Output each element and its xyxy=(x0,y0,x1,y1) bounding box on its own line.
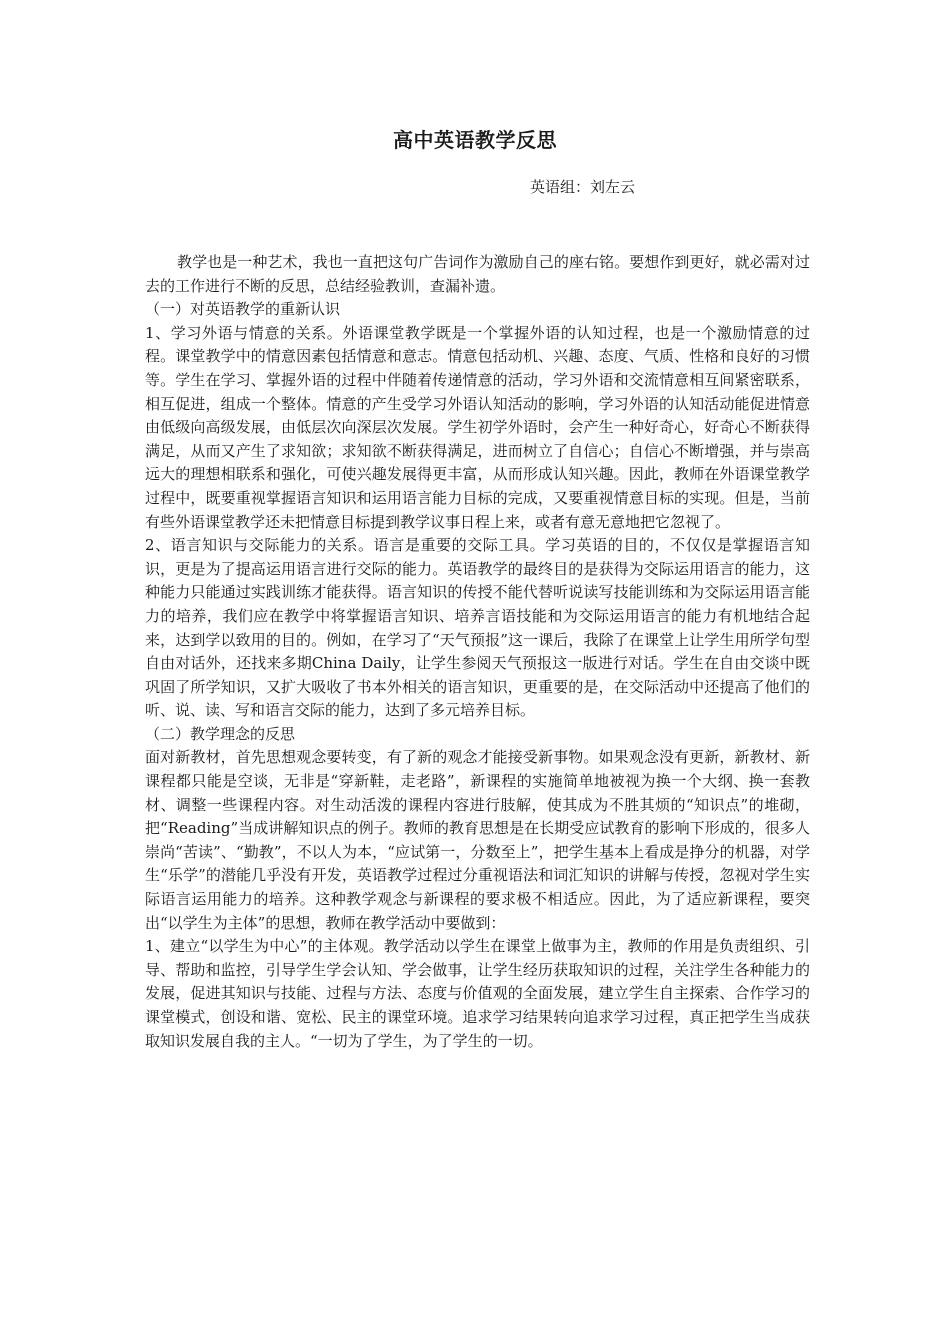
author-line: 英语组：刘左云 xyxy=(530,178,636,196)
intro-paragraph: 教学也是一种艺术，我也一直把这句广告词作为激励自己的座右铭。要想作到更好，就必需对过去的工作进行不断的反思，总结经验教训，查漏补遗。 xyxy=(145,253,810,295)
document-title: 高中英语教学反思 xyxy=(393,128,557,152)
body-paragraph: 1、建立“以学生为中心”的主体观。教学活动以学生在课堂上做事为主，教师的作用是负责组织、引导、帮助和监控，引导学生学会认知、学会做事，让学生经历获取知识的过程，关注学生各种能力的发展，促进其知识与技能、过程与方法、态度与价值观的全面发展，建立学生自主探索、合作学习的课堂模式，创设和谐、宽松、民主的课堂环境。追求学习结果转向追求学习过程，真正把学生当成获取知识发展自我的主人。“一切为了学生，为了学生的一切。 xyxy=(145,937,810,1050)
section-heading-1: （一）对英语教学的重新认识 xyxy=(145,300,341,319)
body-paragraph: 1、学习外语与情意的关系。外语课堂教学既是一个掌握外语的认知过程，也是一个激励情意的过程。课堂教学中的情意因素包括情意和意志。情意包括动机、兴趣、态度、气质、性格和良好的习惯等。学生在学习、掌握外语的过程中伴随着传递情意的活动，学习外语和交流情意相互间紧密联系，相互促进，组成一个整体。情意的产生受学习外语认知活动的影响，学习外语的认知活动能促进情意由低级向高级发展，由低层次向深层次发展。学生初学外语时，会产生一种好奇心，好奇心不断获得满足，从而又产生了求知欲；求知欲不断获得满足，进而树立了自信心；自信心不断增强，并与崇高远大的理想相联系和强化，可使兴趣发展得更丰富，从而形成认知兴趣。因此，教师在外语课堂教学过程中，既要重视掌握语言知识和运用语言能力目标的完成，又要重视情意目标的实现。但是，当前有些外语课堂教学还未把情意目标提到教学议事日程上来，或者有意无意地把它忽视了。 xyxy=(145,323,810,531)
document-body xyxy=(145,251,810,1053)
body-paragraph: 面对新教材，首先思想观念要转变，有了新的观念才能接受新事物。如果观念没有更新，新教材、新课程都只能是空谈，无非是“穿新鞋，走老路”，新课程的实施简单地被视为换一个大纲、换一套教材、调整一些课程内容。对生动活泼的课程内容进行肢解，使其成为不胜其烦的“知识点”的堆砌，把“Reading”当成讲解知识点的例子。教师的教育思想是在长期受应试教育的影响下形成的，很多人崇尚“苦读”、“勤教”，不以人为本，“应试第一，分数至上”，把学生基本上看成是挣分的机器，对学生“乐学”的潜能几乎没有开发，英语教学过程过分重视语法和词汇知识的讲解与传授，忽视对学生实际语言运用能力的培养。这种教学观念与新课程的要求极不相适应。因此，为了适应新课程，要突出“以学生为主体”的思想，教师在教学活动中要做到： xyxy=(145,748,810,932)
body-paragraph: 2、语言知识与交际能力的关系。语言是重要的交际工具。学习英语的目的，不仅仅是掌握语言知识，更是为了提高运用语言进行交际的能力。英语教学的最终目的是获得为交际运用语言的能力，这种能力只能通过实践训练才能获得。语言知识的传授不能代替听说读写技能训练和为交际运用语言能力的培养，我们应在教学中将掌握语言知识、培养言语技能和为交际运用语言的能力有机地结合起来，达到学以致用的目的。例如，在学习了“天气预报”这一课后，我除了在课堂上让学生用所学句型自由对话外，还找来多期China Daily，让学生参阅天气预报这一版进行对话。学生在自由交谈中既巩固了所学知识，又扩大吸收了书本外相关的语言知识，更重要的是，在交际活动中还提高了他们的听、说、读、写和语言交际的能力，达到了多元培养目标。 xyxy=(145,536,810,720)
section-heading-2: （二）教学理念的反思 xyxy=(145,724,296,743)
